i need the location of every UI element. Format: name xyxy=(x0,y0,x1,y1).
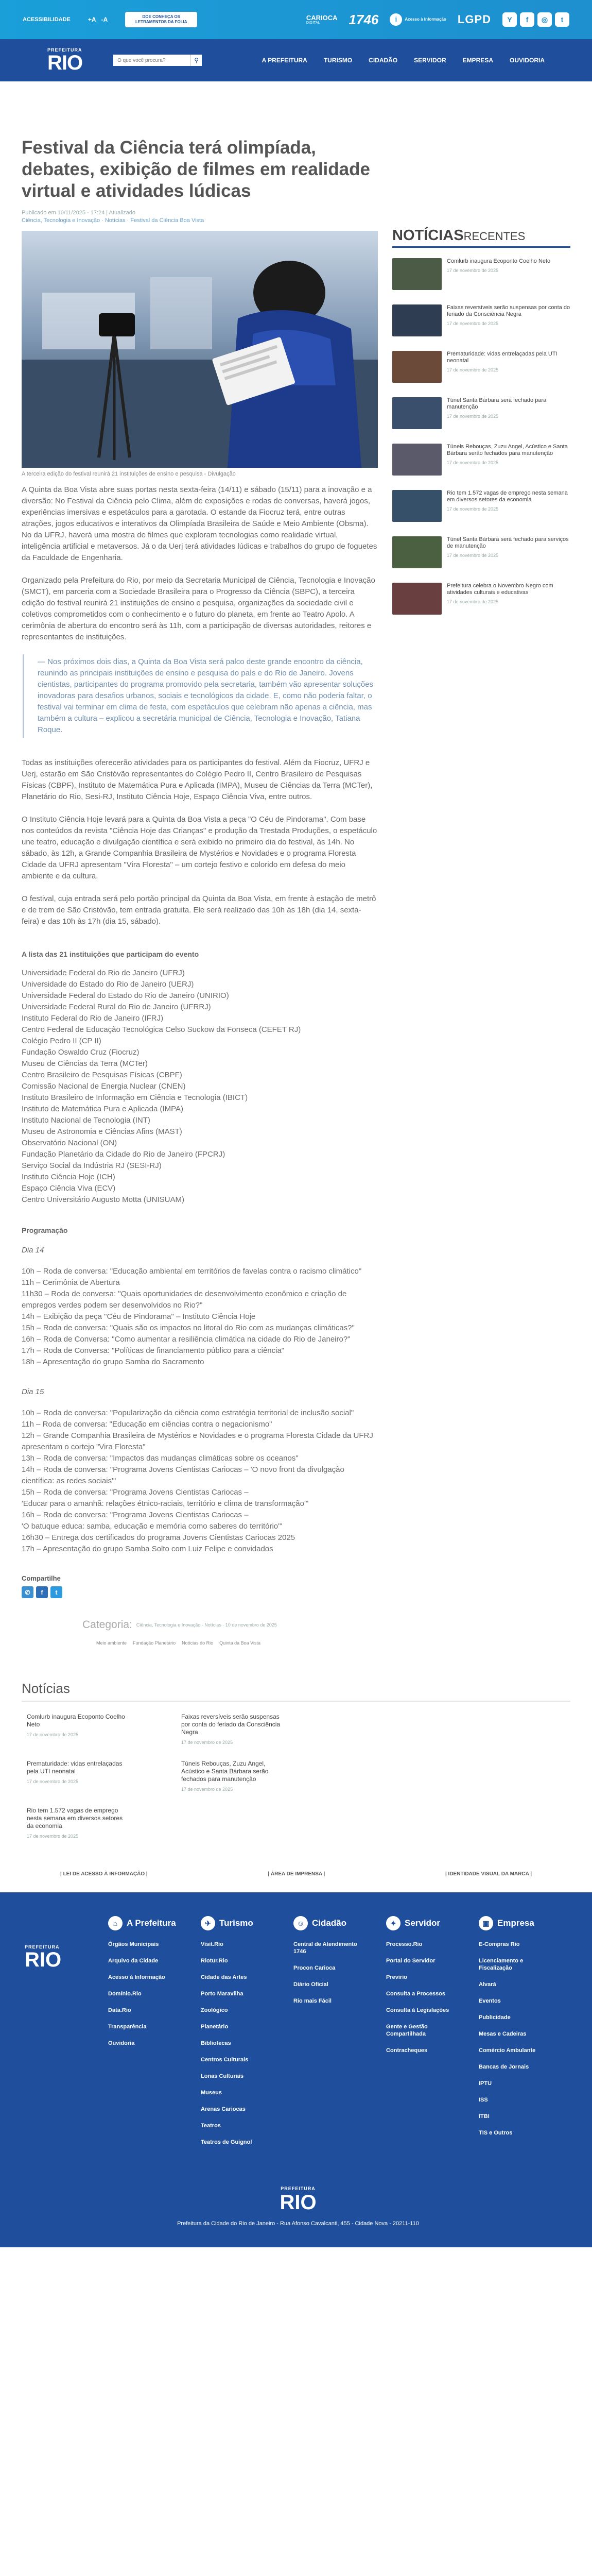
news-headline-text[interactable]: Prematuridade: vidas entrelaçadas pela UTI neonatal xyxy=(27,1760,123,1775)
program-item: 17h – Apresentação do grupo Samba Solto com Luiz Felipe e convidados xyxy=(22,1545,273,1553)
footer-column-label: Cidadão xyxy=(312,1918,347,1928)
sidebar-news-item[interactable] xyxy=(392,490,570,522)
lgpd-logo[interactable]: LGPD xyxy=(457,13,491,26)
footer-link[interactable]: Comércio Ambulante xyxy=(479,2047,536,2054)
news-date: 17 de novembro de 2025 xyxy=(181,1787,233,1792)
promo-banner[interactable]: DOE CONHEÇA OS LETRAMENTOS DA FOLIA xyxy=(125,12,197,27)
footer-link[interactable]: Previrio xyxy=(386,1974,407,1980)
program-item: 11h30 – Roda de conversa: "Quais oportunidades de desenvolvimento econômico e criação de empregos verdes podem ser desenvolvidos no Rio?" xyxy=(22,1290,347,1310)
footer-section-icon: ▣ xyxy=(479,1916,493,1930)
tag-list xyxy=(96,1640,378,1646)
bottom-news xyxy=(0,1646,592,1840)
list-item: Fundação Planetário da Cidade do Rio de Janeiro (FPCRJ) xyxy=(22,1150,225,1159)
nav-item-cidadao[interactable]: CIDADÃO xyxy=(369,57,398,64)
list-item: Museu de Astronomia e Ciências Afins (MAST) xyxy=(22,1127,182,1136)
footer-section-icon: ✈ xyxy=(201,1916,215,1930)
nav-item-empresa[interactable]: EMPRESA xyxy=(462,57,493,64)
bottom-news-item[interactable] xyxy=(27,1807,130,1840)
footer-column xyxy=(108,1916,201,2155)
logo-1746[interactable]: 1746 xyxy=(349,11,379,27)
program-item: 16h – Roda de conversa: "Programa Jovens Cientistas Cariocas – xyxy=(22,1511,249,1519)
footer-link[interactable]: Consulta a Processos xyxy=(386,1991,445,1997)
publish-date: Publicado em 10/11/2025 - 17:24 | Atualizado xyxy=(22,210,135,216)
footer-link[interactable]: Gente e Gestão Compartilhada xyxy=(386,2024,428,2037)
list-item: Instituto Brasileiro de Informação em Ciência e Tecnologia (IBICT) xyxy=(22,1093,248,1102)
footer-link[interactable]: Riotur.Rio xyxy=(201,1958,228,1964)
news-thumbnail[interactable] xyxy=(392,304,442,336)
page-content xyxy=(0,81,592,1646)
footer-column-title[interactable] xyxy=(201,1916,293,1930)
article-body xyxy=(22,484,378,1598)
nav-item-servidor[interactable]: SERVIDOR xyxy=(414,57,446,64)
program-item: 'O batuque educa: samba, educação e memória como saberes do território'" xyxy=(22,1522,283,1531)
list-item: Serviço Social da Indústria RJ (SESI-RJ) xyxy=(22,1161,162,1170)
program-item: 13h – Roda de conversa: "Impactos das mudanças climáticas sobre os oceanos" xyxy=(22,1454,299,1463)
footer-link[interactable]: Porto Maravilha xyxy=(201,1991,243,1997)
facebook-icon[interactable]: f xyxy=(520,12,534,27)
news-headline xyxy=(447,304,570,336)
footer-link[interactable]: Visit.Rio xyxy=(201,1941,223,1947)
category-row xyxy=(82,1619,378,1631)
news-thumbnail[interactable] xyxy=(392,258,442,290)
footer-link[interactable]: IPTU xyxy=(479,2080,492,2087)
paragraph: Organizado pela Prefeitura do Rio, por meio da Secretaria Municipal de Ciência, Tecnologia e Inovação (SMCT), em parceria com a Sociedade Brasileira para o Progresso da Ciência (SBPC), a terceira edição do festival reunirá 21 instituições de ensino e pesquisa, organizações da sociedade civil e coletivos comprometidos com o conhecimento e o futuro do planeta, em frente ao Teatro Apolo. A cerimônia de abertura do encontro será às 11h, com a participação de diversas autoridades, reitores e representantes de instituições. xyxy=(22,576,375,641)
footer-column-label: A Prefeitura xyxy=(127,1918,176,1928)
footer-link-list xyxy=(108,1941,201,2047)
list-item: Espaço Ciência Viva (ECV) xyxy=(22,1184,116,1193)
list-item: Centro Brasileiro de Pesquisas Físicas (CBPF) xyxy=(22,1071,182,1079)
sidebar-news-item[interactable] xyxy=(392,351,570,383)
footer-link[interactable]: Planetário xyxy=(201,2024,229,2030)
footer-link[interactable]: Centros Culturais xyxy=(201,2057,249,2063)
program-item: 11h – Roda de conversa: "Educação em ciências contra o negacionismo" xyxy=(22,1420,272,1429)
news-date: 17 de novembro de 2025 xyxy=(447,414,499,419)
twitter-icon[interactable]: t xyxy=(555,12,569,27)
program-day-14 xyxy=(22,1266,378,1368)
accessibility-link[interactable]: ACESSIBILIDADE xyxy=(23,16,71,23)
program-item: 'Educar para o amanhã: relações étnico-raciais, território e clima de transformação'" xyxy=(22,1499,309,1508)
bottom-news-item[interactable] xyxy=(27,1713,130,1747)
hero-image xyxy=(22,231,378,468)
footer-link[interactable]: ISS xyxy=(479,2097,488,2103)
program-item: 10h – Roda de conversa: "Popularização da ciência como estratégia territorial de inclusão social" xyxy=(22,1409,354,1417)
footer-link[interactable]: Mesas e Cadeiras xyxy=(479,2031,527,2037)
footer-link[interactable]: Arquivo da Cidade xyxy=(108,1958,159,1964)
footer-column-title[interactable] xyxy=(386,1916,479,1930)
acesso-informacao-link[interactable]: i Acesso à Informação xyxy=(390,13,446,26)
tag-link[interactable]: Notícias do Rio xyxy=(182,1640,214,1646)
font-increase-button[interactable]: +A xyxy=(88,16,96,23)
footer-link[interactable]: Licenciamento e Fiscalização xyxy=(479,1958,524,1971)
footer-link[interactable]: Bancas de Jornais xyxy=(479,2064,529,2070)
nav-item-prefeitura[interactable]: A PREFEITURA xyxy=(262,57,307,64)
program-item: 16h30 – Entrega dos certificados do programa Jovens Cientistas Cariocas 2025 xyxy=(22,1533,295,1542)
list-item: Instituto Federal do Rio de Janeiro (IFRJ) xyxy=(22,1014,164,1023)
news-thumbnail[interactable] xyxy=(392,444,442,476)
press-area-link[interactable]: | ÁREA DE IMPRENSA | xyxy=(268,1871,325,1877)
footer-link[interactable]: Cidade das Artes xyxy=(201,1974,247,1980)
news-thumbnail[interactable] xyxy=(392,397,442,429)
quote-block: — Nos próximos dois dias, a Quinta da Boa Vista será palco deste grande encontro da ciência, reunindo as principais instituições de ensino e pesquisa do país e do Rio de Janeiro. Jovens cientistas, participantes do programa promovido pela secretaria, também vão apresentar soluções inovadoras para desafios urbanos, sociais e tecnológicos da cidade. E, como não poderia faltar, o festival vai terminar em clima de festa, com espetáculos que celebram não apenas a ciência, mas também a cultura – explicou a secretária municipal de Ciência, Tecnologia e Inovação, Tatiana Roque. xyxy=(23,654,378,738)
program-item: 14h – Exibição da peça "Céu de Pindorama" – Instituto Ciência Hoje xyxy=(22,1312,256,1321)
day-14-heading: Dia 14 xyxy=(22,1246,44,1255)
article-categories[interactable]: Ciência, Tecnologia e Inovação · Notícias · Festival da Ciência Boa Vista xyxy=(22,217,204,224)
footer-link[interactable]: E-Compras Rio xyxy=(479,1941,520,1947)
bottom-news-title: Notícias xyxy=(22,1681,570,1702)
footer-column-title[interactable] xyxy=(479,1916,571,1930)
footer-link[interactable]: Bibliotecas xyxy=(201,2040,231,2046)
news-date: 17 de novembro de 2025 xyxy=(27,1779,79,1784)
paragraph: O festival, cuja entrada será pelo portão principal da Quinta da Boa Vista, em frente à estação de metrô e de trem de São Cristóvão, tem entrada gratuita. Ele será realizado das 10h às 18h (dia 14, sexta-feira) e das 10h às 17h (dia 15, sábado). xyxy=(22,894,376,926)
nav-item-ouvidoria[interactable]: OUVIDORIA xyxy=(509,57,545,64)
news-thumbnail[interactable] xyxy=(392,583,442,615)
news-headline-text[interactable]: Túnel Santa Bárbara será fechado para serviços de manutenção xyxy=(447,536,569,549)
facebook-share-icon[interactable]: f xyxy=(36,1586,48,1598)
tag-link[interactable]: Meio ambiente xyxy=(96,1640,127,1646)
youtube-icon[interactable]: Y xyxy=(502,12,517,27)
footer-link[interactable]: Arenas Cariocas xyxy=(201,2106,246,2112)
footer-bottom xyxy=(25,2155,571,2247)
footer-column xyxy=(479,1916,571,2155)
news-headline-text[interactable]: Rio tem 1.572 vagas de emprego nesta semana em diversos setores da economia xyxy=(27,1807,123,1829)
footer-link[interactable]: Contracheques xyxy=(386,2047,428,2054)
category-label: Categoria: xyxy=(82,1619,132,1631)
footer-link[interactable]: Lonas Culturais xyxy=(201,2073,244,2079)
info-icon: i xyxy=(390,13,402,26)
footer-column xyxy=(293,1916,386,2155)
nav-item-turismo[interactable]: TURISMO xyxy=(323,57,353,64)
list-item: Instituto Nacional de Tecnologia (INT) xyxy=(22,1116,150,1125)
footer-link[interactable]: Acesso à Informação xyxy=(108,1974,165,1980)
twitter-share-icon[interactable]: t xyxy=(50,1586,62,1598)
news-headline-text[interactable]: Comlurb inaugura Ecoponto Coelho Neto xyxy=(27,1713,125,1728)
news-date: 17 de novembro de 2025 xyxy=(447,553,499,558)
program-item: 12h – Grande Companhia Brasileira de Mystérios e Novidades e o programa Floresta Cidade da UFRJ apresentam o cortejo "Vira Floresta" xyxy=(22,1431,373,1451)
news-thumbnail[interactable] xyxy=(392,490,442,522)
main-navigation xyxy=(0,39,592,81)
footer-section-icon: ✦ xyxy=(386,1916,401,1930)
footer-column-label: Servidor xyxy=(405,1918,440,1928)
list-item: Museu de Ciências da Terra (MCTer) xyxy=(22,1059,148,1068)
footer-column-label: Turismo xyxy=(219,1918,253,1928)
list-item: Instituto Ciência Hoje (ICH) xyxy=(22,1173,115,1181)
recent-news-sidebar xyxy=(392,227,570,1646)
list-item: Colégio Pedro II (CP II) xyxy=(22,1037,101,1045)
list-item: Universidade Federal do Rio de Janeiro (UFRJ) xyxy=(22,969,185,977)
footer-link[interactable]: Domínio.Rio xyxy=(108,1991,142,1997)
nav-menu xyxy=(262,57,545,64)
news-headline xyxy=(447,397,570,429)
search-input[interactable] xyxy=(113,55,190,66)
footer-section-icon: ☺ xyxy=(293,1916,308,1930)
bottom-news-item[interactable] xyxy=(181,1760,289,1793)
footer-columns xyxy=(108,1916,571,2155)
footer-link[interactable]: Procon Carioca xyxy=(293,1965,336,1971)
news-headline-text[interactable]: Túneis Rebouças, Zuzu Angel, Acústico e Santa Bárbara serão fechados para manutenção xyxy=(181,1760,269,1783)
footer-link[interactable]: Teatros xyxy=(201,2123,221,2129)
news-headline xyxy=(447,258,550,290)
brand-identity-link[interactable]: | IDENTIDADE VISUAL DA MARCA | xyxy=(445,1871,532,1877)
footer-link-list xyxy=(201,1941,293,2146)
bottom-news-item[interactable] xyxy=(27,1760,130,1793)
share-heading: Compartilhe xyxy=(22,1574,61,1582)
search-box xyxy=(113,55,202,66)
news-headline-text[interactable]: Comlurb inaugura Ecoponto Coelho Neto xyxy=(447,258,551,264)
news-date: 17 de novembro de 2025 xyxy=(27,1732,79,1737)
footer-link[interactable]: Diário Oficial xyxy=(293,1981,328,1988)
news-headline xyxy=(447,351,570,383)
footer-address: Prefeitura da Cidade do Rio de Janeiro - Rua Afonso Cavalcanti, 455 - Cidade Nova - 20211-110 xyxy=(177,2221,419,2227)
program-item: 16h – Roda de Conversa: "Como aumentar a resiliência climática na cidade do Rio de Janeiro?" xyxy=(22,1335,351,1344)
social-links xyxy=(502,12,569,27)
paragraph: Todas as instituições oferecerão atividades para os participantes do festival. Além da Fiocruz, UFRJ e Uerj, estarão em São Cristóvão representantes do Colégio Pedro II, Centro Brasileiro de Pesquisas Físicas (CBPF), Instituto de Matemática Pura e Aplicada (IMPA), Museu de Ciências da Terra (MCTer), Planetário do Rio, Sesi-RJ, Instituto Ciência Hoje, Espaço Ciência Viva, entre outros. xyxy=(22,758,373,801)
news-headline-text[interactable]: Faixas reversíveis serão suspensas por conta do feriado da Consciência Negra xyxy=(447,304,570,317)
footer-link[interactable]: Central de Atendimento 1746 xyxy=(293,1941,357,1955)
footer-link[interactable]: Data.Rio xyxy=(108,2007,131,2013)
footer-link-list xyxy=(386,1941,479,2054)
list-item: Instituto de Matemática Pura e Aplicada (IMPA) xyxy=(22,1105,184,1113)
footer-link[interactable]: ITBI xyxy=(479,2113,490,2120)
sidebar-news-item[interactable] xyxy=(392,258,570,290)
list-item: Centro Universitário Augusto Motta (UNISUAM) xyxy=(22,1195,184,1204)
program-item: 10h – Roda de conversa: "Educação ambiental em territórios de favelas contra o racismo climático" xyxy=(22,1267,362,1276)
footer-link-list xyxy=(293,1941,386,2005)
whatsapp-share-icon[interactable]: ✆ xyxy=(22,1586,33,1598)
institutional-links xyxy=(0,1840,592,1877)
paragraph: A Quinta da Boa Vista abre suas portas nesta sexta-feira (14/11) e sábado (15/11) para a inovação e a diversão: No Festival da Ciência pelo Clima, além de exposições e rodas de conversas, haverá jogos, experiências imersivas e espetáculos para a garotada. O estande da Fiocruz terá, entre outras atrações, jogos educativos e interativos da Olimpíada Brasileira de Saúde e Meio Ambiente (Obsma). No da UFRJ, haverá uma mostra de filmes que exploram tecnologias como realidade virtual, inteligência artificial e metaversos. Já o da Uerj terá atividades lúdicas e trabalhos do grupo de foguetes da Faculdade de Engenharia. xyxy=(22,485,377,562)
footer-link[interactable]: Teatros de Guignol xyxy=(201,2139,252,2145)
footer-link-list xyxy=(479,1941,571,2137)
news-headline xyxy=(447,536,570,568)
program-item: 18h – Apresentação do grupo Samba do Sacramento xyxy=(22,1358,204,1366)
news-headline-text[interactable]: Túnel Santa Bárbara será fechado para manutenção xyxy=(447,397,547,410)
institutions-heading: A lista das 21 instituições que participam do evento xyxy=(22,950,199,958)
footer-link[interactable]: Transparência xyxy=(108,2024,147,2030)
news-headline xyxy=(447,583,570,615)
footer-column-title[interactable] xyxy=(293,1916,386,1930)
footer-column-title[interactable] xyxy=(108,1916,201,1930)
news-date: 17 de novembro de 2025 xyxy=(447,367,499,372)
footer-column-label: Empresa xyxy=(497,1918,534,1928)
news-date: 17 de novembro de 2025 xyxy=(447,460,499,465)
footer-link[interactable]: Portal do Servidor xyxy=(386,1958,436,1964)
news-date: 17 de novembro de 2025 xyxy=(181,1740,233,1745)
program-item: 11h – Cerimônia de Abertura xyxy=(22,1278,120,1287)
footer-link[interactable]: Processo.Rio xyxy=(386,1941,423,1947)
sidebar-news-list xyxy=(392,258,570,615)
footer-link[interactable]: Alvará xyxy=(479,1981,496,1988)
news-headline xyxy=(447,490,570,522)
carioca-digital-logo[interactable]: CARIOCA DIGITAL xyxy=(306,14,338,25)
program-heading: Programação xyxy=(22,1226,68,1234)
news-date: 17 de novembro de 2025 xyxy=(447,506,499,512)
list-item: Fundação Oswaldo Cruz (Fiocruz) xyxy=(22,1048,140,1057)
bottom-news-grid xyxy=(27,1713,570,1840)
list-item: Centro Federal de Educação Tecnológica Celso Suckow da Fonseca (CEFET RJ) xyxy=(22,1025,301,1034)
program-item: 15h – Roda de conversa: "Programa Jovens Cientistas Cariocas – xyxy=(22,1488,249,1497)
news-date: 17 de novembro de 2025 xyxy=(447,321,499,326)
list-item: Observatório Nacional (ON) xyxy=(22,1139,117,1147)
accessibility-bar xyxy=(0,0,592,39)
news-headline-text[interactable]: Faixas reversíveis serão suspensas por conta do feriado da Consciência Negra xyxy=(181,1713,281,1736)
bottom-news-item[interactable] xyxy=(181,1713,289,1747)
footer-link[interactable]: Ouvidoria xyxy=(108,2040,135,2046)
sidebar-news-item[interactable] xyxy=(392,583,570,615)
article xyxy=(22,137,378,1646)
list-item: Universidade Federal do Estado do Rio de Janeiro (UNIRIO) xyxy=(22,991,229,1000)
news-headline-text[interactable]: Prematuridade: vidas entrelaçadas pela UTI neonatal xyxy=(447,351,558,364)
news-thumbnail[interactable] xyxy=(392,536,442,568)
category-values[interactable]: Ciência, Tecnologia e Inovação · Notícias · 10 de novembro de 2025 xyxy=(136,1622,277,1628)
footer-link[interactable]: Zoológico xyxy=(201,2007,228,2013)
tag-link[interactable]: Quinta da Boa Vista xyxy=(219,1640,261,1646)
footer-link[interactable]: Consulta à Legislações xyxy=(386,2007,449,2013)
footer-column xyxy=(201,1916,293,2155)
footer-link[interactable]: Eventos xyxy=(479,1998,501,2004)
sidebar-news-item[interactable] xyxy=(392,536,570,568)
day-15-heading: Dia 15 xyxy=(22,1387,44,1396)
list-item: Universidade Federal Rural do Rio de Janeiro (UFRRJ) xyxy=(22,1003,211,1011)
footer-logo[interactable]: PREFEITURA RIO xyxy=(25,1944,62,1971)
share-buttons xyxy=(22,1586,378,1598)
site-footer xyxy=(0,1892,592,2247)
list-item: Comissão Nacional de Energia Nuclear (CNEN) xyxy=(22,1082,186,1091)
news-headline-text[interactable]: Prefeitura celebra o Novembro Negro com atividades culturais e educativas xyxy=(447,583,553,596)
sidebar-news-item[interactable] xyxy=(392,444,570,476)
prefeitura-rio-logo[interactable]: PREFEITURA RIO xyxy=(47,47,83,74)
hero-photo-illustration xyxy=(22,231,378,468)
program-item: 14h – Roda de conversa: "Programa Jovens Cientistas Cariocas – 'O novo front da divulgação científica: as redes sociais'" xyxy=(22,1465,344,1485)
search-icon[interactable]: ⚲ xyxy=(190,55,202,66)
image-caption: A terceira edição do festival reunirá 21 instituições de ensino e pesquisa - Divulgação xyxy=(22,471,236,477)
institutions-list xyxy=(22,968,378,1206)
article-meta xyxy=(22,209,378,225)
list-item: Universidade do Estado do Rio de Janeiro (UERJ) xyxy=(22,980,194,989)
program-item: 15h – Roda de conversa: "Quais são os impactos no litoral do Rio com as mudanças climáticas?" xyxy=(22,1324,355,1332)
news-thumbnail[interactable] xyxy=(392,351,442,383)
sidebar-news-item[interactable] xyxy=(392,397,570,429)
news-date: 17 de novembro de 2025 xyxy=(447,268,499,273)
instagram-icon[interactable]: ◎ xyxy=(537,12,552,27)
paragraph: O Instituto Ciência Hoje levará para a Quinta da Boa Vista a peça "O Céu de Pindorama". Com base nos conteúdos da revista "Ciência Hoje das Crianças" e produção da Trestada Produções, o espetáculo une teatro, educação e divulgação científica e será exibido no primeiro dia do festival, às 14h. No sábado, às 12h, a Grande Companhia Brasileira de Mystérios e Novidades e o programa Floresta Cidade da UFRJ apresentam "Vira Floresta" – um cortejo festivo e colorido em defesa do meio ambiente e da cultura. xyxy=(22,815,377,880)
article-title: Festival da Ciência terá olimpíada, debates, exibição de filmes em realidade virtual e atividades lúdicas xyxy=(22,138,370,201)
lai-link[interactable]: | LEI DE ACESSO À INFORMAÇÃO | xyxy=(60,1871,148,1877)
program-day-15 xyxy=(22,1408,378,1555)
news-headline-text[interactable]: Rio tem 1.572 vagas de emprego nesta semana em diversos setores da economia xyxy=(447,490,568,503)
font-decrease-button[interactable]: -A xyxy=(101,16,108,23)
program-item: 17h – Roda de Conversa: "Políticas de financiamento público para a ciência" xyxy=(22,1346,285,1355)
footer-link[interactable]: Publicidade xyxy=(479,2014,511,2021)
footer-section-icon: ⌂ xyxy=(108,1916,123,1930)
news-date: 17 de novembro de 2025 xyxy=(27,1834,79,1839)
sidebar-news-item[interactable] xyxy=(392,304,570,336)
footer-bottom-logo[interactable]: PREFEITURA RIO xyxy=(280,2186,317,2214)
news-headline xyxy=(447,444,570,476)
news-date: 17 de novembro de 2025 xyxy=(447,599,499,604)
footer-link[interactable]: TIS e Outros xyxy=(479,2130,513,2136)
news-headline-text[interactable]: Túneis Rebouças, Zuzu Angel, Acústico e Santa Bárbara serão fechados para manutenção xyxy=(447,444,568,456)
footer-link[interactable]: Rio mais Fácil xyxy=(293,1998,332,2004)
footer-link[interactable]: Órgãos Municipais xyxy=(108,1941,159,1947)
tag-link[interactable]: Fundação Planetário xyxy=(133,1640,176,1646)
footer-column xyxy=(386,1916,479,2155)
sidebar-title: NOTÍCIASRECENTES xyxy=(392,227,570,248)
footer-link[interactable]: Museus xyxy=(201,2090,222,2096)
